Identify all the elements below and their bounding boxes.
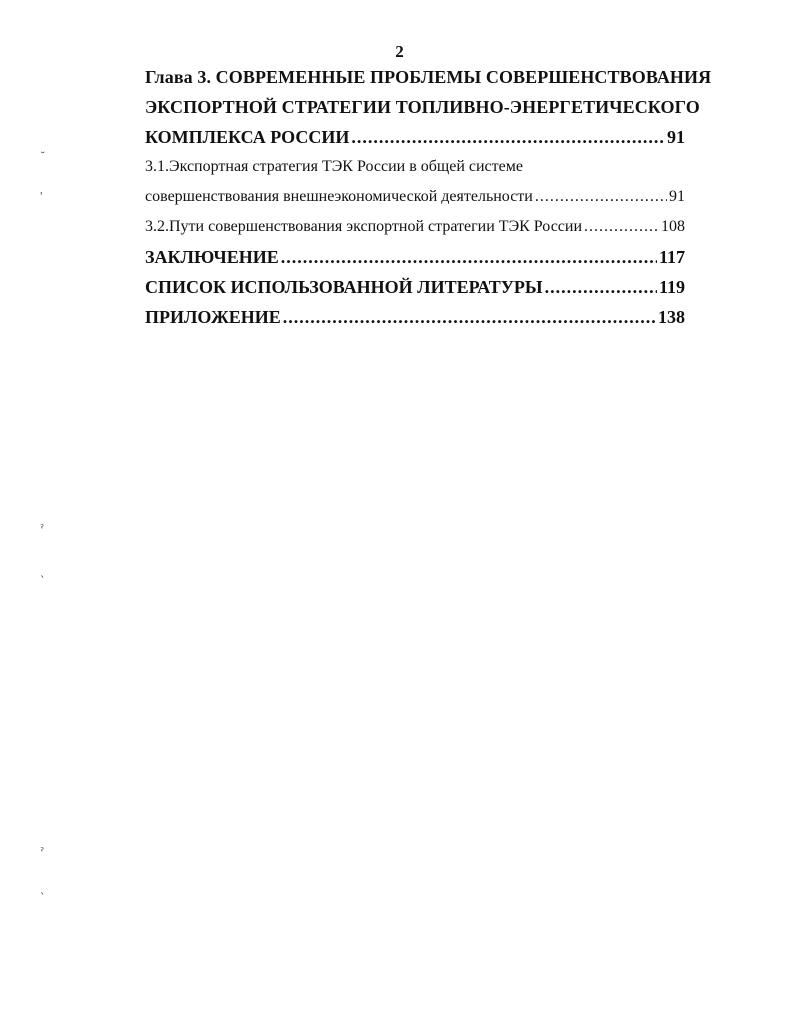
toc-section31-line1: 3.1.Экспортная стратегия ТЭК России в общей системе bbox=[145, 158, 523, 175]
toc-chapter3-line3: КОМПЛЕКСА РОССИИ bbox=[145, 127, 350, 147]
toc-chapter3-line2: ЭКСПОРТНОЙ СТРАТЕГИИ ТОПЛИВНО-ЭНЕРГЕТИЧЕСКОГО bbox=[145, 97, 700, 117]
toc-appendix-page: 138 bbox=[658, 307, 685, 327]
table-of-contents bbox=[145, 62, 712, 332]
toc-references-entry bbox=[145, 272, 685, 302]
scan-speck: ˎ bbox=[40, 565, 46, 578]
toc-section32-entry bbox=[145, 212, 685, 242]
toc-section32-page: 108 bbox=[661, 218, 685, 235]
toc-conclusion-page: 117 bbox=[658, 247, 685, 267]
toc-section32-text: 3.2.Пути совершенствования экспортной стратегии ТЭК России bbox=[145, 218, 583, 235]
page-number: 2 bbox=[395, 42, 404, 61]
toc-conclusion-text: ЗАКЛЮЧЕНИЕ bbox=[145, 247, 279, 267]
dot-leader bbox=[351, 122, 665, 152]
dot-leader bbox=[281, 242, 657, 272]
toc-conclusion-entry bbox=[145, 242, 685, 272]
toc-section31-page: 91 bbox=[669, 188, 685, 205]
toc-section31-entry bbox=[145, 182, 685, 212]
toc-section31-line2: совершенствования внешнеэкономической деятельности bbox=[145, 188, 533, 205]
scan-speck: ʾ bbox=[40, 190, 44, 203]
scan-speck: ˎ bbox=[40, 882, 46, 895]
dot-leader bbox=[584, 212, 659, 242]
scan-speck: ˘ bbox=[40, 150, 46, 163]
dot-leader bbox=[535, 182, 667, 212]
toc-chapter3-page: 91 bbox=[667, 127, 685, 147]
dot-leader bbox=[545, 272, 657, 302]
scan-speck: ˀ bbox=[40, 522, 45, 535]
dot-leader bbox=[283, 302, 656, 332]
toc-references-text: СПИСОК ИСПОЛЬЗОВАННОЙ ЛИТЕРАТУРЫ bbox=[145, 277, 543, 297]
scan-speck: ˀ bbox=[40, 845, 45, 858]
toc-chapter3-entry bbox=[145, 122, 685, 152]
toc-appendix-entry bbox=[145, 302, 685, 332]
toc-appendix-text: ПРИЛОЖЕНИЕ bbox=[145, 307, 281, 327]
toc-chapter3-line1: Глава 3. СОВРЕМЕННЫЕ ПРОБЛЕМЫ СОВЕРШЕНСТВОВАНИЯ bbox=[145, 67, 712, 87]
toc-references-page: 119 bbox=[658, 277, 685, 297]
